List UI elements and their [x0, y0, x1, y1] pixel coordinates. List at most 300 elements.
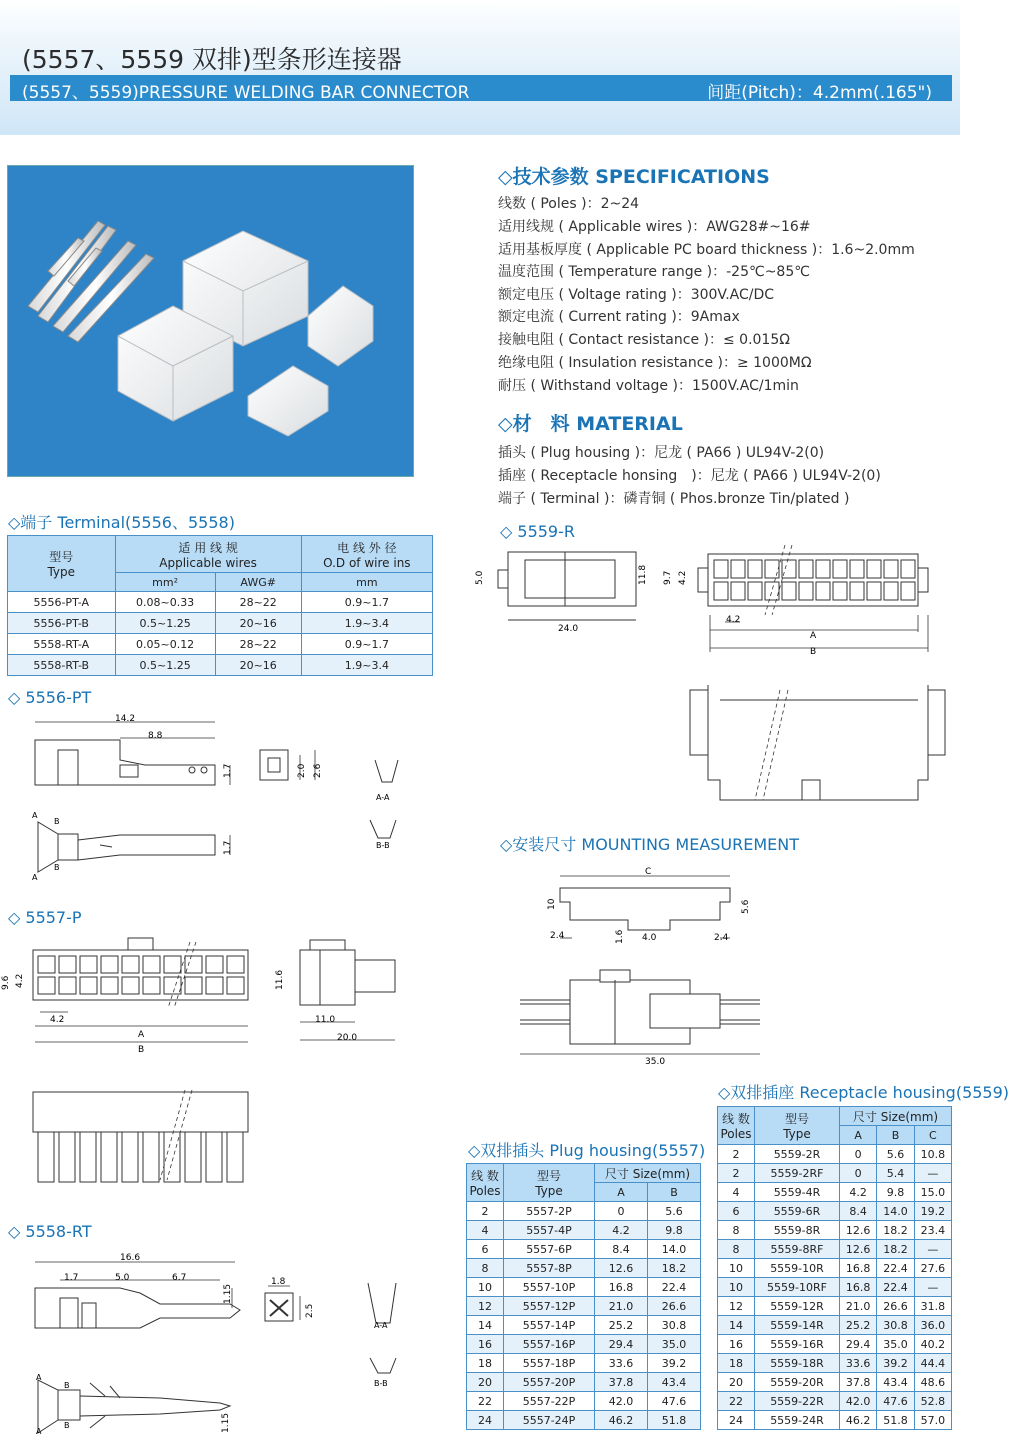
- dim-label: 2.6: [313, 763, 323, 778]
- table-row: [718, 1411, 952, 1430]
- dim-label: 16.6: [120, 1253, 141, 1263]
- table-row: [467, 1316, 701, 1335]
- cell: 4.2: [840, 1183, 877, 1202]
- dim-label: 2.5: [305, 1303, 315, 1318]
- pin: [80, 1132, 96, 1182]
- table-row: [467, 1335, 701, 1354]
- cell: 57.0: [914, 1411, 951, 1430]
- cell: 30.8: [877, 1316, 914, 1335]
- cell: 5559-22R: [755, 1392, 840, 1411]
- cell: 16: [718, 1335, 755, 1354]
- cell: 8.4: [840, 1202, 877, 1221]
- pin: [38, 1132, 54, 1182]
- cavity: [867, 582, 881, 600]
- type-header-cn: 型号: [536, 1169, 561, 1183]
- cavity: [731, 582, 745, 600]
- cell: 12.6: [840, 1240, 877, 1259]
- cell: 1.9~3.4: [301, 613, 432, 634]
- section-5557p: ◇ 5557-P: [8, 908, 82, 927]
- cavity: [714, 560, 728, 578]
- cavity: [850, 560, 864, 578]
- type-header: [8, 536, 116, 592]
- cell: 5558-RT-A: [8, 634, 116, 655]
- cavity: [185, 977, 202, 994]
- cell: 22.4: [647, 1278, 700, 1297]
- dim-label: 1.8: [271, 1277, 286, 1287]
- poles-header-en: Poles: [469, 1184, 501, 1198]
- cell: 5.4: [877, 1164, 914, 1183]
- cavity: [164, 977, 181, 994]
- cell: 5556-PT-A: [8, 592, 116, 613]
- poles-header: [718, 1107, 755, 1145]
- cell: 4: [718, 1183, 755, 1202]
- material-line: 插座 ( Receptacle honsing )：尼龙 ( PA66 ) UL94V-2(0): [498, 468, 881, 484]
- cell: 29.4: [840, 1335, 877, 1354]
- cell: 46.2: [840, 1411, 877, 1430]
- poles-header-cn: 线 数: [471, 1169, 499, 1183]
- cell: 39.2: [647, 1354, 700, 1373]
- cell: 39.2: [877, 1354, 914, 1373]
- cavity: [80, 956, 97, 973]
- spec-line: 额定电流 ( Current rating )：9Amax: [498, 309, 740, 325]
- table-row: [467, 1202, 701, 1221]
- cell: 27.6: [914, 1259, 951, 1278]
- table-row: [718, 1278, 952, 1297]
- cell: —: [914, 1164, 951, 1183]
- cell: 14.0: [647, 1240, 700, 1259]
- cell: 0: [840, 1164, 877, 1183]
- dim-label: 5.6: [741, 899, 751, 914]
- cell: 1.9~3.4: [301, 655, 432, 676]
- drawing-5556pt: [20, 710, 420, 890]
- cell: 5559-2RF: [755, 1164, 840, 1183]
- cell: 2: [718, 1145, 755, 1164]
- cavity: [833, 582, 847, 600]
- table-row: [467, 1278, 701, 1297]
- cavity: [782, 582, 796, 600]
- drawing-5558rt: [20, 1248, 440, 1436]
- table-row: [467, 1221, 701, 1240]
- dim-label: A: [810, 631, 817, 641]
- dim-label: B: [64, 1421, 70, 1430]
- od-header-en: O.D of wire ins: [323, 555, 411, 570]
- cell: 6: [718, 1202, 755, 1221]
- dim-label: A: [32, 811, 38, 820]
- product-illustration: [8, 166, 413, 476]
- cell: —: [914, 1240, 951, 1259]
- cell: 9.8: [647, 1221, 700, 1240]
- cavity: [206, 977, 223, 994]
- cell: 0.9~1.7: [301, 634, 432, 655]
- section-5558rt: ◇ 5558-RT: [8, 1222, 92, 1241]
- cell: 9.8: [877, 1183, 914, 1202]
- table-row: [718, 1335, 952, 1354]
- cell: 16.8: [595, 1278, 648, 1297]
- cell: 30.8: [647, 1316, 700, 1335]
- col-a-header: A: [595, 1183, 648, 1202]
- table-row: [467, 1373, 701, 1392]
- spec-line: 绝缘电阻 ( Insulation resistance )：≥ 1000MΩ: [498, 355, 812, 371]
- cavity: [122, 977, 139, 994]
- cavity: [765, 582, 779, 600]
- drawing-5559r: [470, 540, 955, 805]
- type-header-en: Type: [535, 1184, 563, 1198]
- table-row: [718, 1259, 952, 1278]
- poles-header: [467, 1164, 504, 1202]
- cell: 16: [467, 1335, 504, 1354]
- table-row: [718, 1145, 952, 1164]
- dim-label: 1.6: [615, 929, 625, 944]
- dim-label: 10: [547, 898, 557, 910]
- dim-label: 2.0: [297, 763, 307, 778]
- cavity: [748, 560, 762, 578]
- col-a-header: A: [840, 1126, 877, 1145]
- cell: 33.6: [595, 1354, 648, 1373]
- cell: 44.4: [914, 1354, 951, 1373]
- cell: 5.6: [877, 1145, 914, 1164]
- type-header: [755, 1107, 840, 1145]
- cell: 5559-8R: [755, 1221, 840, 1240]
- table-row: [467, 1411, 701, 1430]
- cell: 5559-24R: [755, 1411, 840, 1430]
- wires-header-en: Applicable wires: [159, 555, 257, 570]
- cell: 0.9~1.7: [301, 592, 432, 613]
- cell: 29.4: [595, 1335, 648, 1354]
- table-row: [718, 1354, 952, 1373]
- cavity: [164, 956, 181, 973]
- dim-label: 4.0: [642, 933, 657, 943]
- cavity: [227, 977, 244, 994]
- dim-label: 5.0: [475, 570, 485, 585]
- cell: 22: [718, 1392, 755, 1411]
- cell: 5557-16P: [504, 1335, 595, 1354]
- cavity: [799, 560, 813, 578]
- cell: 5559-16R: [755, 1335, 840, 1354]
- table-row: [718, 1183, 952, 1202]
- type-header: [504, 1164, 595, 1202]
- cell: 48.6: [914, 1373, 951, 1392]
- dim-label: A: [138, 1030, 145, 1040]
- dim-label: 4.2: [678, 570, 688, 585]
- table-row: [718, 1392, 952, 1411]
- dim-label: 6.7: [172, 1273, 187, 1283]
- cell: 28~22: [215, 634, 301, 655]
- dim-label: 9.6: [1, 975, 11, 990]
- cavity: [38, 977, 55, 994]
- cell: 20: [467, 1373, 504, 1392]
- type-header-en: Type: [47, 565, 76, 579]
- cell: 25.2: [840, 1316, 877, 1335]
- cell: 5557-24P: [504, 1411, 595, 1430]
- spec-line: 适用基板厚度 ( Applicable PC board thickness )：1.6~2.0mm: [498, 242, 915, 258]
- table-row: [467, 1392, 701, 1411]
- page-title: (5557、5559 双排)型条形连接器: [22, 45, 402, 74]
- table-row: [467, 1354, 701, 1373]
- dim-label: C: [645, 867, 652, 877]
- dim-label: B: [54, 863, 60, 872]
- poles-header-en: Poles: [720, 1127, 752, 1141]
- cell: 5559-14R: [755, 1316, 840, 1335]
- cell: 5559-6R: [755, 1202, 840, 1221]
- cavity: [206, 956, 223, 973]
- cavity: [122, 956, 139, 973]
- cavity: [833, 560, 847, 578]
- cell: 18: [718, 1354, 755, 1373]
- cell: 51.8: [647, 1411, 700, 1430]
- cell: 8: [718, 1240, 755, 1259]
- dim-label: 24.0: [558, 624, 579, 634]
- cell: 10.8: [914, 1145, 951, 1164]
- cavity: [143, 956, 160, 973]
- pin: [185, 1132, 201, 1182]
- cell: 47.6: [647, 1392, 700, 1411]
- cell: 47.6: [877, 1392, 914, 1411]
- cell: 14: [718, 1316, 755, 1335]
- cell: 5559-18R: [755, 1354, 840, 1373]
- cell: 24: [467, 1411, 504, 1430]
- dim-label: 1.15: [223, 1283, 233, 1304]
- cell: 37.8: [595, 1373, 648, 1392]
- dim-label: 9.7: [663, 570, 673, 585]
- cell: 20~16: [215, 613, 301, 634]
- cell: 43.4: [647, 1373, 700, 1392]
- dim-label: 2.4: [714, 933, 729, 943]
- cell: 5557-22P: [504, 1392, 595, 1411]
- table-row: [467, 1259, 701, 1278]
- table-row: [8, 634, 433, 655]
- unit-awg: AWG#: [215, 573, 301, 592]
- pin: [206, 1132, 222, 1182]
- size-header: 尺寸 Size(mm): [595, 1164, 701, 1183]
- dim-label: A-A: [376, 793, 390, 802]
- cavity: [101, 956, 118, 973]
- cell: 0.08~0.33: [115, 592, 215, 613]
- cell: 18.2: [877, 1240, 914, 1259]
- cell: 14: [467, 1316, 504, 1335]
- cell: 6: [467, 1240, 504, 1259]
- cell: 42.0: [595, 1392, 648, 1411]
- cavity: [816, 560, 830, 578]
- table-row: [718, 1240, 952, 1259]
- dim-label: 1.7: [223, 840, 233, 855]
- cell: 21.0: [595, 1297, 648, 1316]
- dim-label: 35.0: [645, 1057, 666, 1067]
- cell: 33.6: [840, 1354, 877, 1373]
- pin: [164, 1132, 180, 1182]
- cell: 5559-20R: [755, 1373, 840, 1392]
- dim-label: B: [54, 817, 60, 826]
- pin: [101, 1132, 117, 1182]
- cell: 12: [718, 1297, 755, 1316]
- cell: 20~16: [215, 655, 301, 676]
- cell: 12: [467, 1297, 504, 1316]
- cell: 5557-14P: [504, 1316, 595, 1335]
- cell: 5559-8RF: [755, 1240, 840, 1259]
- cell: 5557-10P: [504, 1278, 595, 1297]
- table-row: [718, 1164, 952, 1183]
- dim-label: 4.2: [726, 615, 741, 625]
- cell: 5557-18P: [504, 1354, 595, 1373]
- cavity: [185, 956, 202, 973]
- cavity: [38, 956, 55, 973]
- type-header-en: Type: [783, 1127, 811, 1141]
- terminal-table: [7, 535, 433, 676]
- cell: 2: [718, 1164, 755, 1183]
- cell: 52.8: [914, 1392, 951, 1411]
- cavity: [765, 560, 779, 578]
- cell: 36.0: [914, 1316, 951, 1335]
- title-english: (5557、5559)PRESSURE WELDING BAR CONNECTOR: [22, 83, 470, 103]
- receptacle-heading: ◇双排插座 Receptacle housing(5559): [718, 1083, 1009, 1102]
- cell: 12.6: [595, 1259, 648, 1278]
- cell: 4.2: [595, 1221, 648, 1240]
- cell: 21.0: [840, 1297, 877, 1316]
- pin: [59, 1132, 75, 1182]
- wires-header-cn: 适 用 线 规: [178, 540, 238, 555]
- od-header-cn: 电 线 外 径: [337, 540, 397, 555]
- cell: 26.6: [877, 1297, 914, 1316]
- cavity: [799, 582, 813, 600]
- table-row: [467, 1240, 701, 1259]
- cell: 42.0: [840, 1392, 877, 1411]
- cell: 5557-12P: [504, 1297, 595, 1316]
- table-row: [8, 613, 433, 634]
- cell: 5559-2R: [755, 1145, 840, 1164]
- cell: 0: [595, 1202, 648, 1221]
- unit-mm2: mm²: [115, 573, 215, 592]
- spec-line: 耐压 ( Withstand voltage )：1500V.AC/1min: [498, 378, 799, 394]
- cell: 5557-2P: [504, 1202, 595, 1221]
- cell: 16.8: [840, 1259, 877, 1278]
- dim-label: 1.15: [221, 1412, 231, 1433]
- cell: 16.8: [840, 1278, 877, 1297]
- pin: [227, 1132, 243, 1182]
- section-5559r: ◇ 5559-R: [500, 522, 575, 541]
- col-b-header: B: [877, 1126, 914, 1145]
- cavity: [901, 582, 915, 600]
- mounting-heading: ◇安装尺寸 MOUNTING MEASUREMENT: [500, 835, 800, 854]
- cell: 5557-4P: [504, 1221, 595, 1240]
- type-header-cn: 型号: [784, 1112, 809, 1126]
- cell: 10: [718, 1259, 755, 1278]
- dim-label: 4.2: [50, 1015, 65, 1025]
- cell: 51.8: [877, 1411, 914, 1430]
- pin: [122, 1132, 138, 1182]
- dim-label: 11.8: [638, 564, 648, 585]
- table-row: [718, 1297, 952, 1316]
- cell: 5556-PT-B: [8, 613, 116, 634]
- cavity: [816, 582, 830, 600]
- unit-mm: mm: [301, 573, 432, 592]
- wires-header: [115, 536, 301, 573]
- od-header: [301, 536, 432, 573]
- title-bar: [10, 75, 952, 101]
- cell: 22.4: [877, 1278, 914, 1297]
- cell: 40.2: [914, 1335, 951, 1354]
- cell: 5559-10RF: [755, 1278, 840, 1297]
- cell: 43.4: [877, 1373, 914, 1392]
- cell: 5557-8P: [504, 1259, 595, 1278]
- table-row: [467, 1297, 701, 1316]
- material-line: 插头 ( Plug housing )：尼龙 ( PA66 ) UL94V-2(0): [498, 445, 825, 461]
- dim-label: B-B: [376, 841, 390, 850]
- material-heading: ◇材 料 MATERIAL: [498, 413, 683, 435]
- table-row: [8, 592, 433, 613]
- dim-label: A-A: [374, 1321, 388, 1330]
- cavity: [850, 582, 864, 600]
- cell: 18.2: [877, 1221, 914, 1240]
- table-row: [718, 1316, 952, 1335]
- cell: 10: [718, 1278, 755, 1297]
- plug-table: [466, 1163, 701, 1430]
- dim-label: B: [64, 1381, 70, 1390]
- pitch-label: 间距(Pitch)：4.2mm(.165"): [707, 83, 932, 103]
- cell: 22: [467, 1392, 504, 1411]
- cell: 8: [718, 1221, 755, 1240]
- drawing-5557p: [0, 930, 420, 1190]
- cavity: [884, 560, 898, 578]
- dim-label: 1.7: [223, 763, 233, 778]
- dim-label: 11.6: [275, 969, 285, 990]
- cell: 28~22: [215, 592, 301, 613]
- cell: 35.0: [647, 1335, 700, 1354]
- cell: 26.6: [647, 1297, 700, 1316]
- cavity: [59, 956, 76, 973]
- cell: 18: [467, 1354, 504, 1373]
- cell: 0.5~1.25: [115, 655, 215, 676]
- cavity: [59, 977, 76, 994]
- cell: 31.8: [914, 1297, 951, 1316]
- cell: 20: [718, 1373, 755, 1392]
- pin: [143, 1132, 159, 1182]
- table-row: [718, 1221, 952, 1240]
- cell: 46.2: [595, 1411, 648, 1430]
- cell: 14.0: [877, 1202, 914, 1221]
- cell: 0: [840, 1145, 877, 1164]
- cell: 35.0: [877, 1335, 914, 1354]
- cell: 22.4: [877, 1259, 914, 1278]
- dim-label: 8.8: [148, 731, 163, 741]
- dim-label: 1.7: [64, 1273, 79, 1283]
- dim-label: 4.2: [15, 973, 25, 988]
- cell: 18.2: [647, 1259, 700, 1278]
- cell: 5559-4R: [755, 1183, 840, 1202]
- cell: 23.4: [914, 1221, 951, 1240]
- type-header-cn: 型号: [49, 550, 74, 564]
- cavity: [901, 560, 915, 578]
- cell: 5559-12R: [755, 1297, 840, 1316]
- dim-label: 11.0: [315, 1015, 336, 1025]
- receptacle-table: [717, 1106, 952, 1430]
- cell: 5558-RT-B: [8, 655, 116, 676]
- plug-heading: ◇双排插头 Plug housing(5557): [468, 1141, 706, 1160]
- dim-label: B: [138, 1045, 145, 1055]
- table-row: [718, 1202, 952, 1221]
- dim-label: 2.4: [550, 931, 565, 941]
- cell: 4: [467, 1221, 504, 1240]
- cavity: [80, 977, 97, 994]
- spec-line: 温度范围 ( Temperature range )：-25℃~85℃: [498, 264, 810, 280]
- cavity: [867, 560, 881, 578]
- dim-label: A: [32, 873, 38, 882]
- spec-line: 额定电压 ( Voltage rating )：300V.AC/DC: [498, 287, 775, 303]
- cell: 8.4: [595, 1240, 648, 1259]
- product-photo: [7, 165, 414, 477]
- cavity: [143, 977, 160, 994]
- dim-label: B-B: [374, 1379, 388, 1388]
- cavity: [731, 560, 745, 578]
- cavity: [782, 560, 796, 578]
